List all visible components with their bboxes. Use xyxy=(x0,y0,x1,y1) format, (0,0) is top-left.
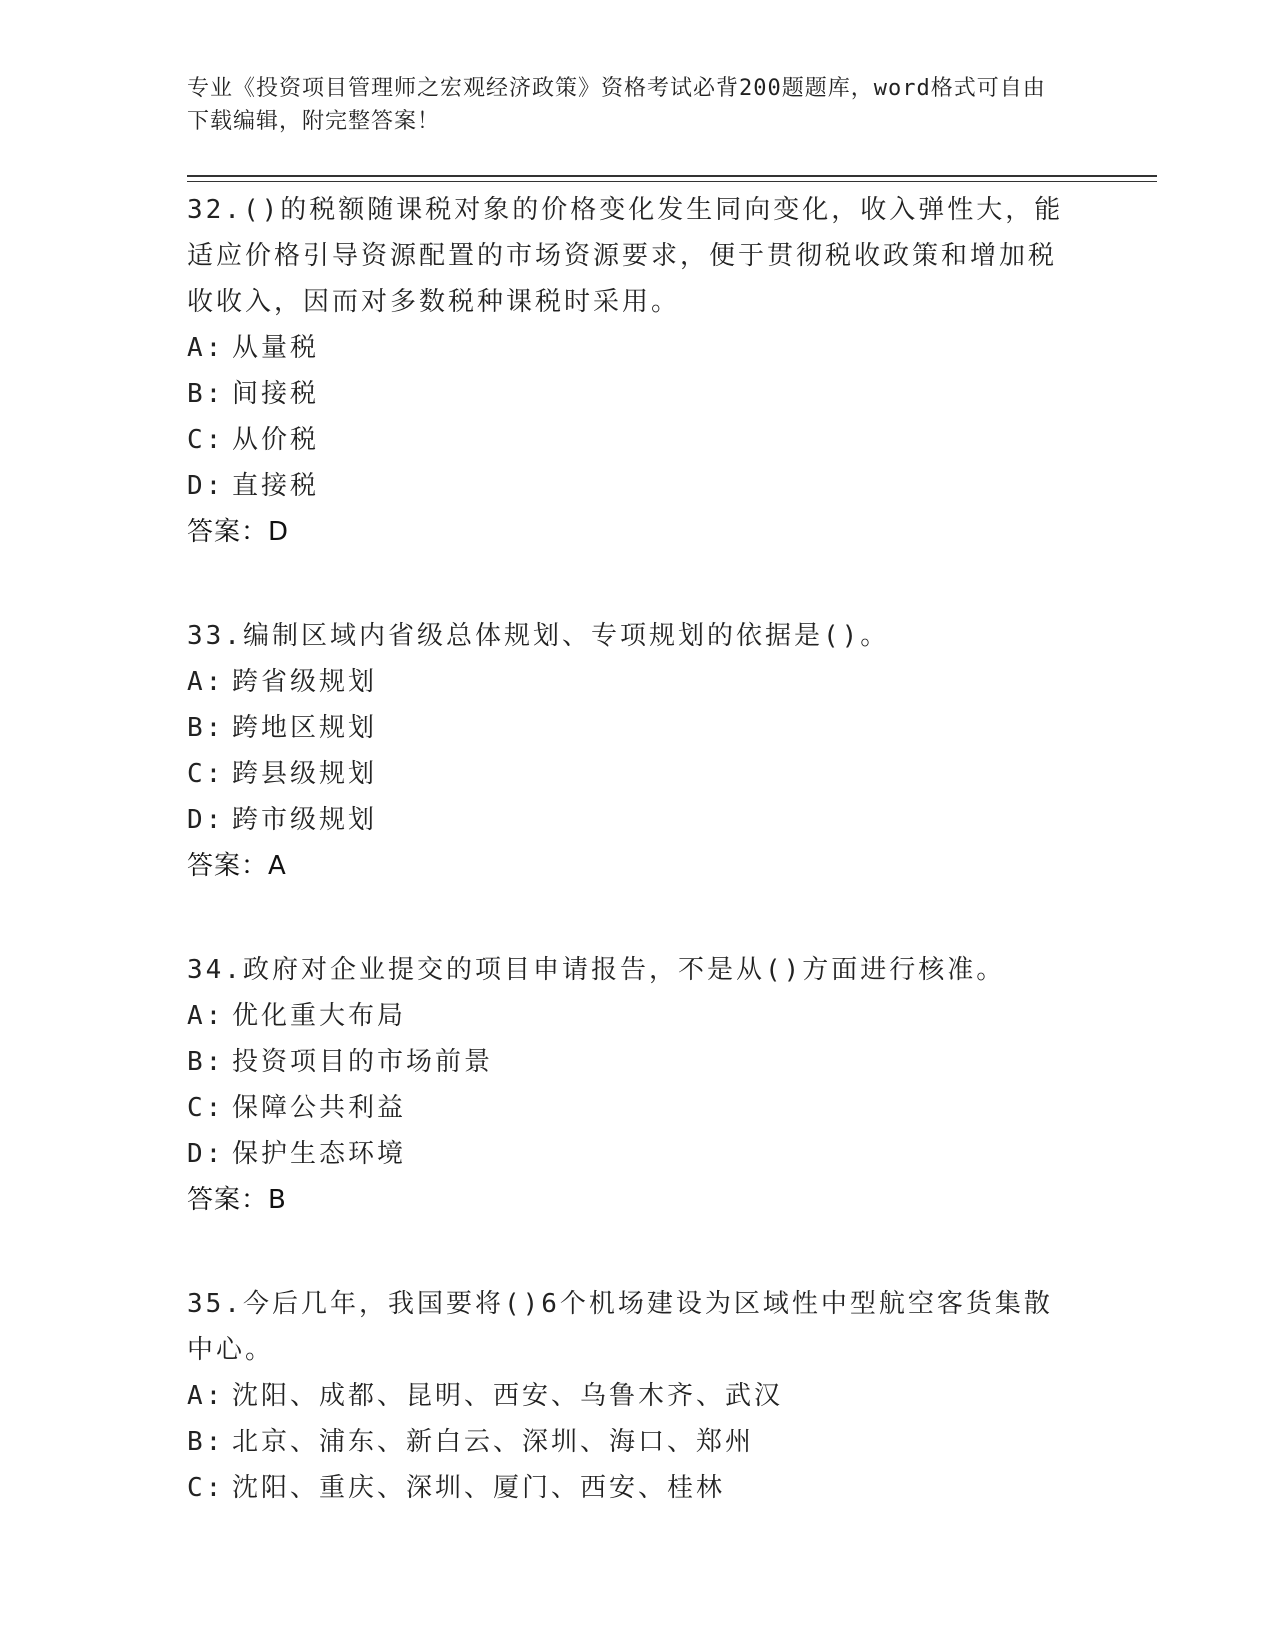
answer: 答案：A xyxy=(187,851,287,881)
option-text: 北京、浦东、新白云、深圳、海口、郑州 xyxy=(232,1427,755,1457)
option-key: B: xyxy=(187,379,225,409)
option-a xyxy=(187,325,1087,371)
option-key: C: xyxy=(187,425,225,455)
option-a xyxy=(187,1373,1087,1419)
question-stem: 35.今后几年，我国要将()6个机场建设为区域性中型航空客货集散中心。 xyxy=(187,1289,1053,1365)
option-text: 优化重大布局 xyxy=(232,1001,407,1031)
option-c xyxy=(187,1085,1087,1131)
option-text: 直接税 xyxy=(232,471,320,501)
option-b xyxy=(187,371,1087,417)
option-key: C: xyxy=(187,1093,225,1123)
option-text: 保护生态环境 xyxy=(232,1139,407,1169)
option-b xyxy=(187,1419,1087,1465)
option-key: C: xyxy=(187,759,225,789)
question-35 xyxy=(187,1281,1087,1511)
option-text: 间接税 xyxy=(232,379,320,409)
question-33 xyxy=(187,613,1087,889)
option-text: 跨省级规划 xyxy=(232,667,378,697)
document-header xyxy=(187,72,1067,138)
option-key: A: xyxy=(187,333,225,363)
question-stem: 32.()的税额随课税对象的价格变化发生同向变化，收入弹性大，能适应价格引导资源配置的市场资源要求，便于贯彻税收政策和增加税收收入，因而对多数税种课税时采用。 xyxy=(187,195,1064,317)
option-c xyxy=(187,751,1087,797)
header-divider-thin xyxy=(187,181,1157,182)
option-b xyxy=(187,1039,1087,1085)
option-text: 跨地区规划 xyxy=(232,713,378,743)
option-key: A: xyxy=(187,1381,225,1411)
option-key: A: xyxy=(187,1001,225,1031)
option-text: 跨市级规划 xyxy=(232,805,378,835)
option-d xyxy=(187,463,1087,509)
header-text: 专业《投资项目管理师之宏观经济政策》资格考试必背200题题库，word格式可自由下载编辑，附完整答案！ xyxy=(187,76,1046,134)
question-list xyxy=(187,187,1087,1569)
option-d xyxy=(187,797,1087,843)
option-key: D: xyxy=(187,1139,225,1169)
option-a xyxy=(187,659,1087,705)
option-key: A: xyxy=(187,667,225,697)
option-text: 投资项目的市场前景 xyxy=(232,1047,494,1077)
question-34 xyxy=(187,947,1087,1223)
option-c xyxy=(187,417,1087,463)
option-text: 沈阳、成都、昆明、西安、乌鲁木齐、武汉 xyxy=(232,1381,784,1411)
answer: 答案：B xyxy=(187,1185,287,1215)
option-text: 跨县级规划 xyxy=(232,759,378,789)
question-stem: 33.编制区域内省级总体规划、专项规划的依据是()。 xyxy=(187,621,890,651)
option-key: B: xyxy=(187,713,225,743)
option-c xyxy=(187,1465,1087,1511)
option-key: D: xyxy=(187,471,225,501)
option-key: B: xyxy=(187,1427,225,1457)
option-key: B: xyxy=(187,1047,225,1077)
header-divider-thick xyxy=(187,175,1157,177)
option-text: 从量税 xyxy=(232,333,320,363)
option-b xyxy=(187,705,1087,751)
option-a xyxy=(187,993,1087,1039)
option-key: C: xyxy=(187,1473,225,1503)
option-text: 沈阳、重庆、深圳、厦门、西安、桂林 xyxy=(232,1473,726,1503)
answer: 答案：D xyxy=(187,517,290,547)
option-d xyxy=(187,1131,1087,1177)
option-key: D: xyxy=(187,805,225,835)
option-text: 从价税 xyxy=(232,425,320,455)
option-text: 保障公共利益 xyxy=(232,1093,407,1123)
question-32 xyxy=(187,187,1087,555)
question-stem: 34.政府对企业提交的项目申请报告，不是从()方面进行核准。 xyxy=(187,955,1006,985)
